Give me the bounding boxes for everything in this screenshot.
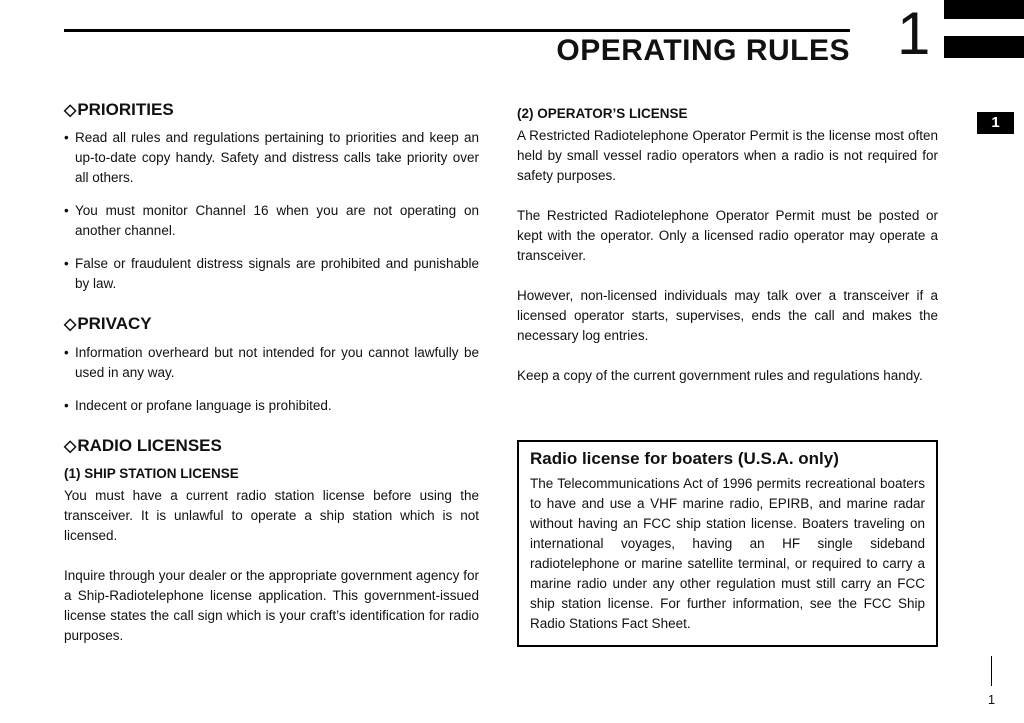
section-heading-label: PRIVACY (77, 314, 152, 334)
corner-bar-bottom (944, 36, 1024, 58)
bullet-icon: • (64, 344, 69, 360)
paragraph: A Restricted Radiotelephone Operator Permit is the license most often held by small vessel radio operators when a radio is not required for safety purposes. (517, 128, 938, 183)
subheading-operators-license: (2) OPERATOR’S LICENSE (517, 106, 688, 121)
diamond-icon: ◇ (64, 437, 77, 455)
chapter-number: 1 (897, 0, 930, 67)
right-column (517, 102, 938, 647)
boaters-license-note-box (517, 440, 938, 647)
list-item-text: Information overheard but not intended for you cannot lawfully be used in any way. (75, 344, 479, 380)
bullet-icon: • (64, 130, 69, 146)
list-item (64, 201, 479, 241)
paragraph: The Restricted Radiotelephone Operator Permit must be posted or kept with the operator. Only a licensed radio operator may operate a transceiver. (517, 208, 938, 263)
section-heading-radio-licenses (64, 436, 479, 456)
page-title: OPERATING RULES (556, 34, 850, 67)
footer-tick-line (991, 656, 992, 686)
section-heading-label: RADIO LICENSES (77, 435, 222, 455)
list-item-text: Indecent or profane language is prohibited. (75, 397, 332, 413)
list-item-text: Read all rules and regulations pertaining to priorities and keep an up-to-date copy handy. Safety and distress calls take priority over all others. (75, 130, 479, 186)
subheading-ship-station-license: (1) SHIP STATION LICENSE (64, 466, 239, 482)
note-box-title: Radio license for boaters (U.S.A. only) (530, 449, 839, 468)
corner-bar-top (944, 0, 1024, 19)
left-column (64, 100, 479, 646)
list-item (64, 343, 479, 383)
list-item (64, 254, 479, 294)
paragraph: You must have a current radio station license before using the transceiver. It is unlawful to operate a ship station which is not licensed. (64, 488, 479, 544)
list-item (64, 396, 479, 416)
diamond-icon: ◇ (64, 316, 77, 334)
section-heading-priorities (64, 100, 479, 120)
paragraph: Inquire through your dealer or the appropriate government agency for a Ship-Radiotelephone license application. This government-issued license states the call sign which is your craft’s identification for radio purposes. (64, 568, 479, 644)
list-item (64, 128, 479, 188)
chapter-side-tab: 1 (977, 112, 1014, 134)
bullet-icon: • (64, 397, 69, 413)
header-rule (64, 29, 850, 32)
section-heading-label: PRIORITIES (77, 100, 174, 119)
note-box-body: The Telecommunications Act of 1996 permits recreational boaters to have and use a VHF marine radio, EPIRB, and marine radar without having an FCC ship station license. Boaters traveling on international voyages, having an HF single sideband radiotelephone or marine satellite terminal, or required to carry a marine radio under any other regulation must still carry an FCC ship station license. For further information, see the FCC Ship Radio Stations Fact Sheet. (530, 475, 925, 631)
bullet-icon: • (64, 203, 69, 219)
list-item-text: You must monitor Channel 16 when you are not operating on another channel. (75, 203, 479, 239)
paragraph: Keep a copy of the current government rules and regulations handy. (517, 368, 923, 383)
bullet-icon: • (64, 256, 69, 272)
diamond-icon: ◇ (64, 102, 77, 119)
page-number: 1 (987, 692, 996, 707)
list-item-text: False or fraudulent distress signals are prohibited and punishable by law. (75, 256, 479, 292)
section-heading-privacy (64, 314, 479, 334)
paragraph: However, non-licensed individuals may talk over a transceiver if a licensed operator starts, supervises, ends the call and makes the necessary log entries. (517, 288, 938, 343)
